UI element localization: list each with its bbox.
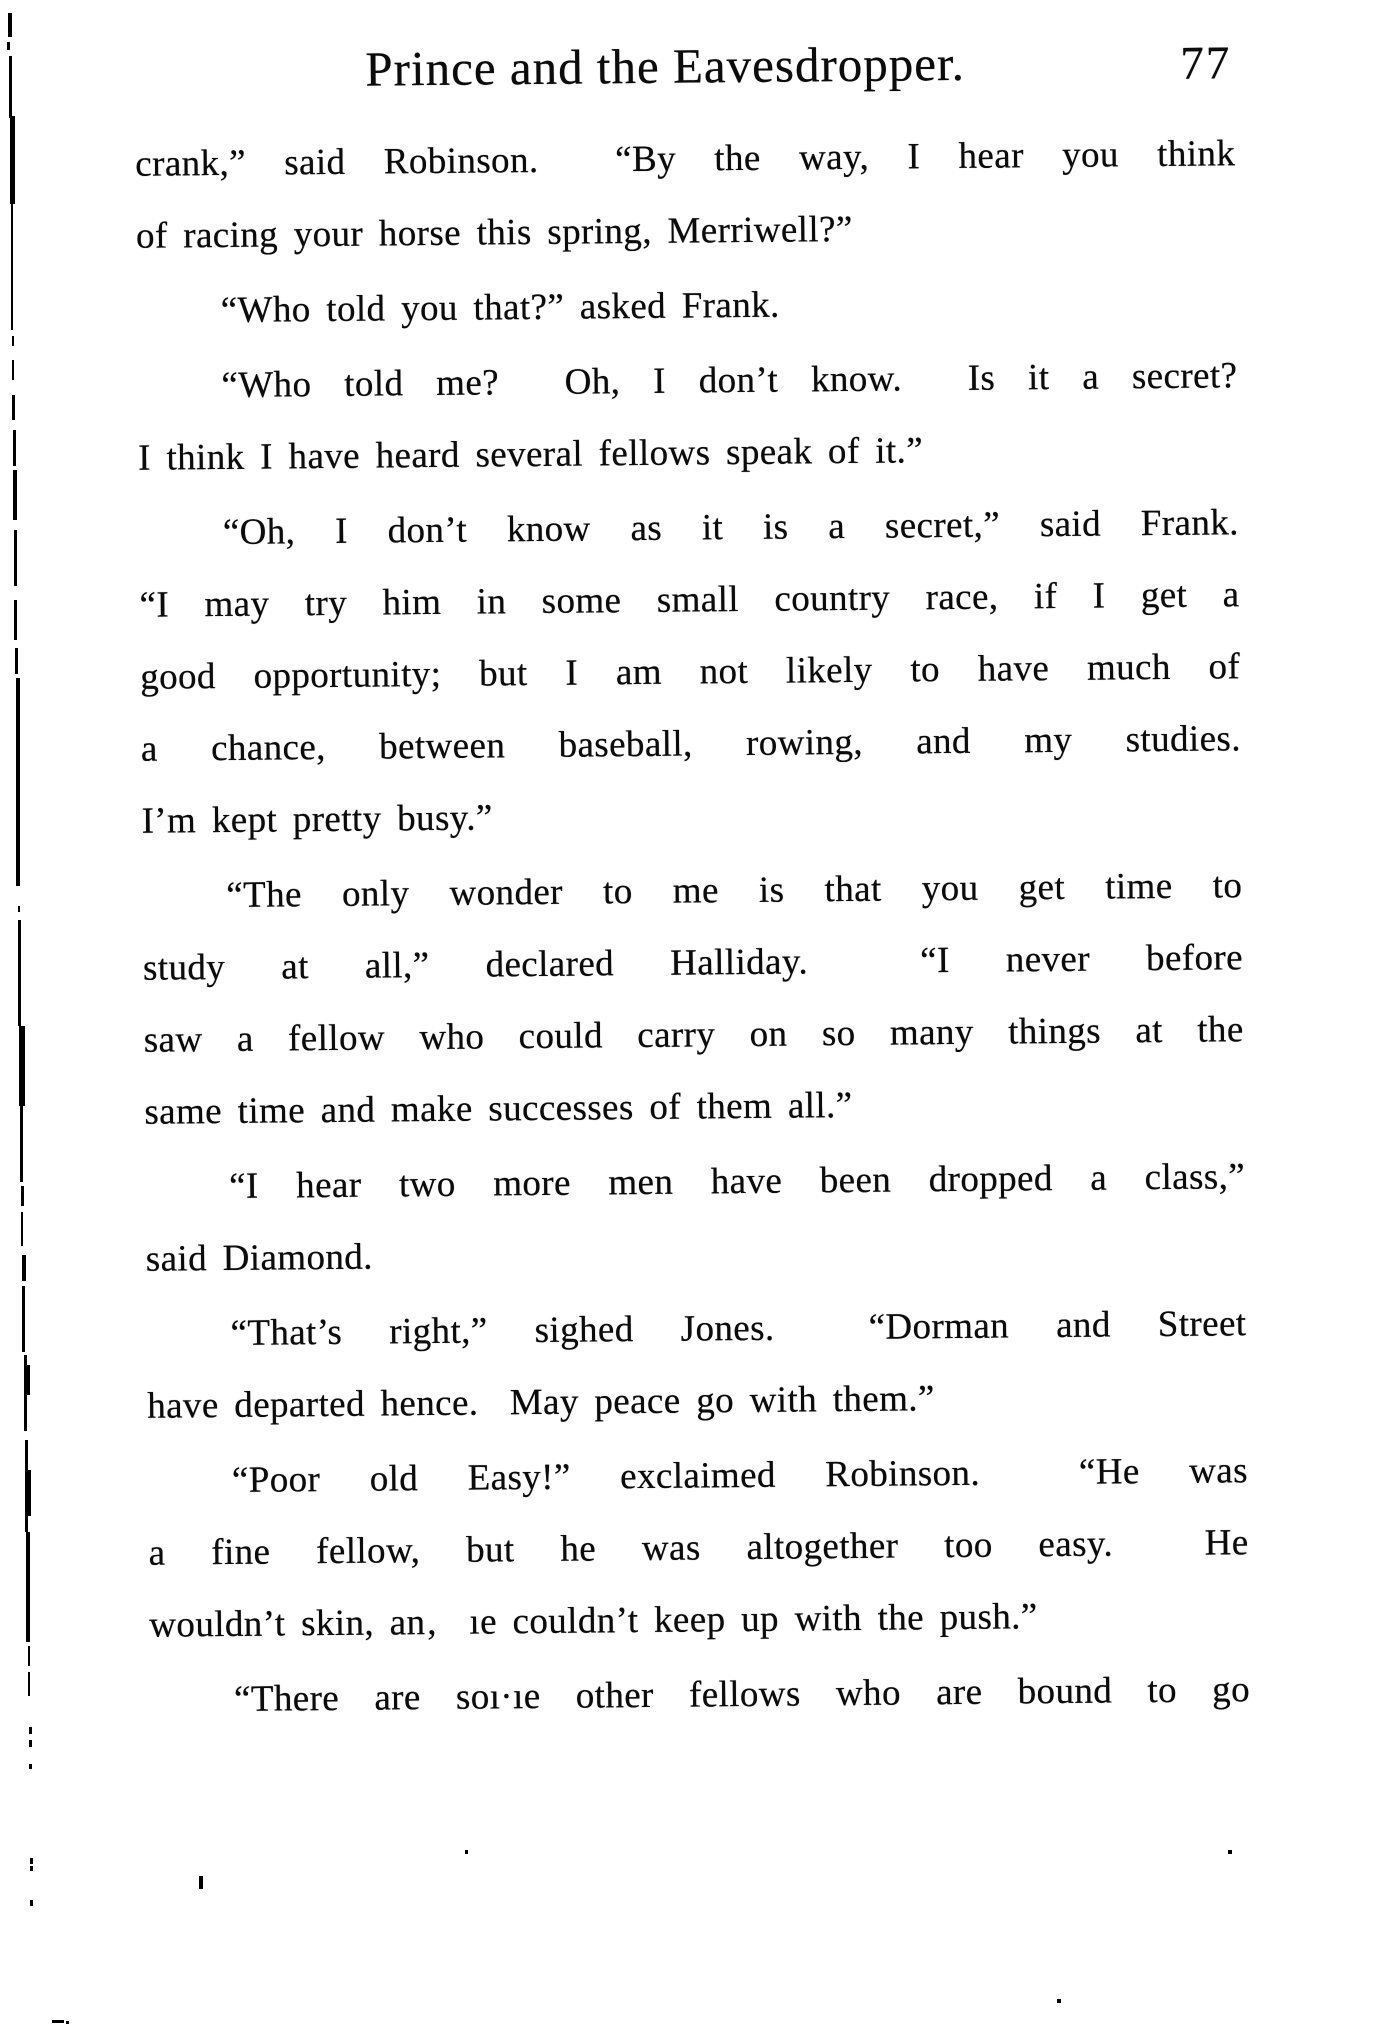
paragraph [137,340,1238,495]
running-head-title: Prince and the Eavesdropper. [365,35,966,97]
scan-speck [29,1740,32,1747]
scan-speck [15,648,18,674]
scan-speck [25,1365,30,1395]
scan-speck [1228,1850,1232,1854]
text-line: I think I have heard several fellows speak of it.” [137,430,924,479]
page-number: 77 [1180,37,1232,90]
scan-speck [16,678,20,886]
text-line: “That’s right,” sighed Jones. “Dorman and Street [230,1303,1247,1354]
body-text [135,118,1250,1736]
scan-speck [29,1764,32,1769]
text-line: “The only wonder to me is that you get time to [226,865,1243,916]
scan-speck [11,204,13,330]
text-line: crank,” said Robinson. “By the way, I hear you think [135,133,1236,185]
scan-speck [30,1858,33,1864]
scan-speck [26,1532,30,1642]
text-line: saw a fellow who could carry on so many things at the [143,1009,1244,1061]
scan-speck [22,1286,25,1352]
paragraph [145,1141,1246,1296]
scan-speck [199,1876,203,1889]
scan-speck [13,470,17,520]
scan-speck [21,1212,23,1246]
scan-speck [12,336,14,346]
scan-speck [9,56,12,118]
text-line: have departed hence. May peace go with them.” [147,1378,935,1427]
text-line: of racing your horse this spring, Merriwell?” [135,208,853,257]
scan-speck [30,1866,33,1871]
scan-speck [22,1255,26,1281]
scan-speck [12,360,14,380]
text-line: “Poor old Easy!” exclaimed Robinson. “He was [231,1450,1249,1501]
text-line: study at all,” declared Halliday. “I never before [142,937,1244,989]
text-line: “Oh, I don’t know as it is a secret,” said Frank. [222,502,1239,553]
text-line: a fine fellow, but he was altogether too easy. He [148,1522,1249,1574]
text-line: a chance, between baseball, rowing, and my studies. [140,718,1242,770]
paragraph [136,265,1237,348]
scan-speck [30,1900,33,1906]
paragraph [150,1654,1251,1737]
scan-speck [29,1727,32,1734]
scan-speck [7,42,10,50]
paragraph [135,118,1236,273]
scan-speck [13,430,16,466]
text-line: “Who told you that?” asked Frank. [220,284,780,331]
text-line: “Who told me? Oh, I don’t know. Is it a secret? [221,355,1238,406]
paragraph [148,1435,1250,1662]
scan-speck [21,1186,24,1206]
text-line: “There are soı·ıe other fellows who are bound to go [233,1669,1251,1720]
scan-speck [26,1470,31,1516]
scan-speck [465,1850,468,1854]
paragraph [142,850,1245,1149]
scan-speck [20,1106,23,1182]
text-line: said Diamond. [145,1236,374,1280]
scan-speck [19,1026,25,1106]
scan-speck [66,2021,69,2024]
scan-speck [12,395,15,420]
text-line: I’m kept pretty busy.” [141,797,493,842]
text-line: “I hear two more men have been dropped a class,” [228,1156,1246,1207]
scan-speck [18,906,20,912]
scan-speck [18,920,21,1026]
scan-speck [8,13,12,37]
scan-speck [14,600,17,640]
text-line: same time and make successes of them all.” [144,1084,853,1133]
scan-speck [52,2020,64,2023]
scan-speck [1057,1999,1061,2003]
text-line: good opportunity; but I am not likely to have much of [140,646,1241,698]
text-line: wouldn’t skin, an‚ ıe couldn’t keep up with the push.” [149,1596,1038,1646]
scan-speck [28,1672,30,1696]
paragraph [146,1288,1247,1443]
scan-speck [14,530,17,586]
scan-speck [10,116,15,204]
paragraph [139,487,1242,858]
scan-speck [28,1646,30,1666]
text-line: “I may try him in some small country race, if I get a [139,574,1240,626]
